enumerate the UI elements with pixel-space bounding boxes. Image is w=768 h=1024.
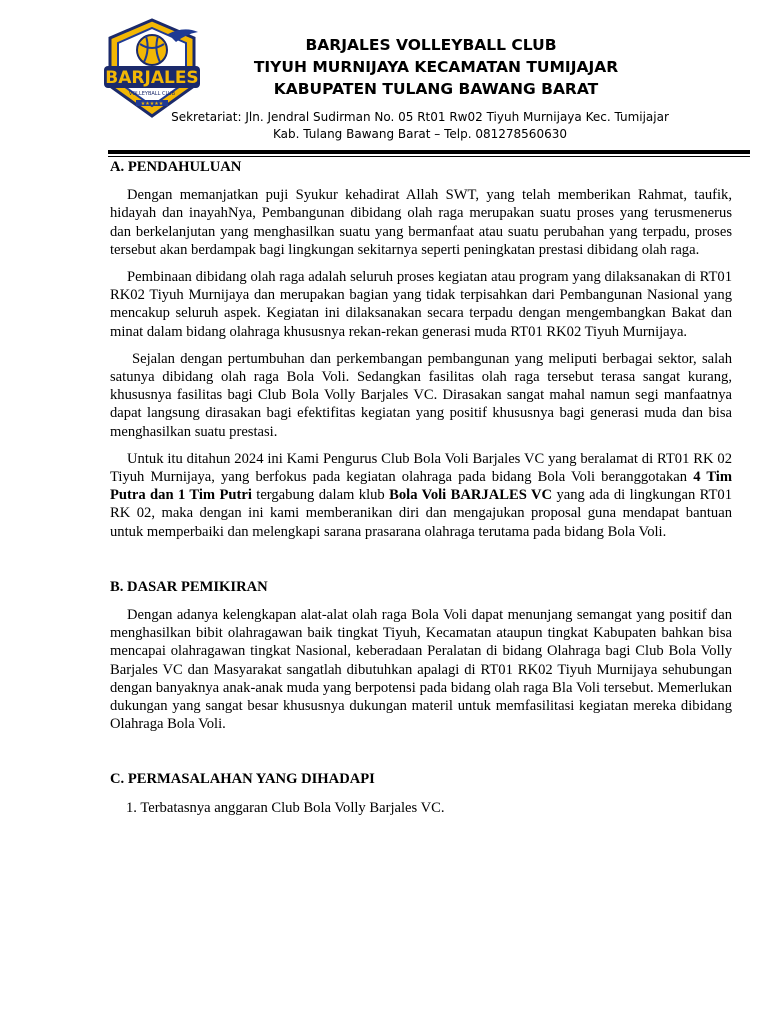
document-body (110, 158, 732, 817)
letterhead-title (160, 34, 712, 100)
logo-wordmark: BARJALES (105, 68, 199, 88)
section-b-paragraph-1: Dengan adanya kelengkapan alat-alat olah raga Bola Voli dapat menunjang semangat yang positif dan menghasilkan bibit olahragawan baik tingkat Tiyuh, Kecamatan ataupun tingkat Kabupaten bahkan bisa mencapai olahragawan tingkat Nasional, keberadaan Peralatan di bidang Olahraga bagi Club Bola Volly Barjales VC dan Masyarakat sangatlah dibutuhkan apalagi di RT01 RK02 Tiyuh Murnijaya sehubungan dengan banyaknya anak-anak muda yang berpotensi pada bidang olah raga Bla Voli tersebut. Memerlukan dukungan yang sangat besar khususnya dukungan materil untuk memfasilitasi kegiatan mereka dibidang Olahraga Bola Voli. (110, 607, 732, 733)
address-line1: Sekretariat: Jln. Jendral Sudirman No. 05 Rt01 Rw02 Tiyuh Murnijaya Kec. Tumijajar (171, 110, 669, 124)
section-c-heading: C. PERMASALAHAN YANG DIHADAPI (110, 771, 375, 788)
section-a-paragraph-2: Pembinaan dibidang olah raga adalah seluruh proses kegiatan atau program yang dilaksanakan di RT01 RK02 Tiyuh Murnijaya dan merupakan bagian yang tidak terpisahkan dari Pembangunan Nasional yang mencakup seluruh aspek. Kegiatan ini dilaksanakan secara terpadu dengan mengembangkan Bakat dan minat dalam bidang olahraga khususnya rekan-rekan generasi muda RT01 RK02 Tiyuh Murnijaya. (110, 269, 732, 340)
letterhead-rule-thick (108, 150, 750, 154)
p4-text-3: yang ada di lingkungan RT01 RK 02, maka dengan ini kami memberanikan diri dan mengajukan proposal guna mendapat bantuan untuk memperbaiki dan melengkapi sarana prasarana olahraga terutama pada bidang Bola Voli. (110, 487, 732, 540)
section-a-heading: A. PENDAHULUAN (110, 159, 242, 175)
address-line2: Kab. Tulang Bawang Barat – Telp. 081278560630 (273, 127, 567, 141)
section-c-list-item: 1. Terbatasnya anggaran Club Bola Volly Barjales VC. (126, 799, 445, 816)
logo-subtext: VOLLEYBALL CLUB (128, 91, 176, 97)
section-a-paragraph-4 (110, 450, 732, 541)
p4-bold-club: Bola Voli BARJALES VC (389, 487, 553, 504)
letterhead-address (150, 109, 690, 143)
p4-bold-teams: 4 Tim Putra dan 1 Tim Putri (110, 469, 733, 504)
p4-text-2: tergabung dalam klub (251, 487, 390, 504)
letterhead-rule-thin (108, 156, 750, 157)
letterhead-line1: BARJALES VOLLEYBALL CLUB (305, 36, 557, 54)
p4-text-1: Untuk itu ditahun 2024 ini Kami Pengurus Club Bola Voli Barjales VC yang beralamat di RT01 RK 02 Tiyuh Murnijaya, yang berfokus pada kegiatan olahraga pada bidang Bola Voli beranggotakan (110, 450, 732, 486)
letterhead-line2: TIYUH MURNIJAYA KECAMATAN TUMIJAJAR (253, 58, 619, 76)
svg-text:★★★★★: ★★★★★ (140, 101, 164, 107)
section-a-paragraph-1: Dengan memanjatkan puji Syukur kehadirat Allah SWT, yang telah memberikan Rahmat, taufik, hidayah dan inayahNya, Pembangunan dibidang olah raga merupakan suatu proses yang terusmenerus dan berkelanjutan yang menghasilkan suatu yang bermanfaat atau suatu perubahan yang terpadu, proses tersebut akan berdampak bagi lingkungan sekitarnya seperti peningkatan prestasi dibidang olah raga. (110, 187, 732, 258)
section-a-paragraph-3: Sejalan dengan pertumbuhan dan perkembangan pembangunan yang meliputi berbagai sektor, salah satunya dibidang olah raga Bola Voli. Sedangkan fasilitas olah raga tersebut terasa sangat kurang, khususnya fasilitas bagi Club Bola Volly Barjales VC. Dirasakan sangat mahal namun segi manfaatnya dapat langsung dirasakan bagi efektifitas kegiatan yang positif khususnya bagi generasi muda dan bisa menghasilkan suatu prestasi. (110, 350, 732, 440)
letterhead-line3: KABUPATEN TULANG BAWANG BARAT (273, 80, 599, 98)
section-b-heading: B. DASAR PEMIKIRAN (110, 578, 268, 595)
